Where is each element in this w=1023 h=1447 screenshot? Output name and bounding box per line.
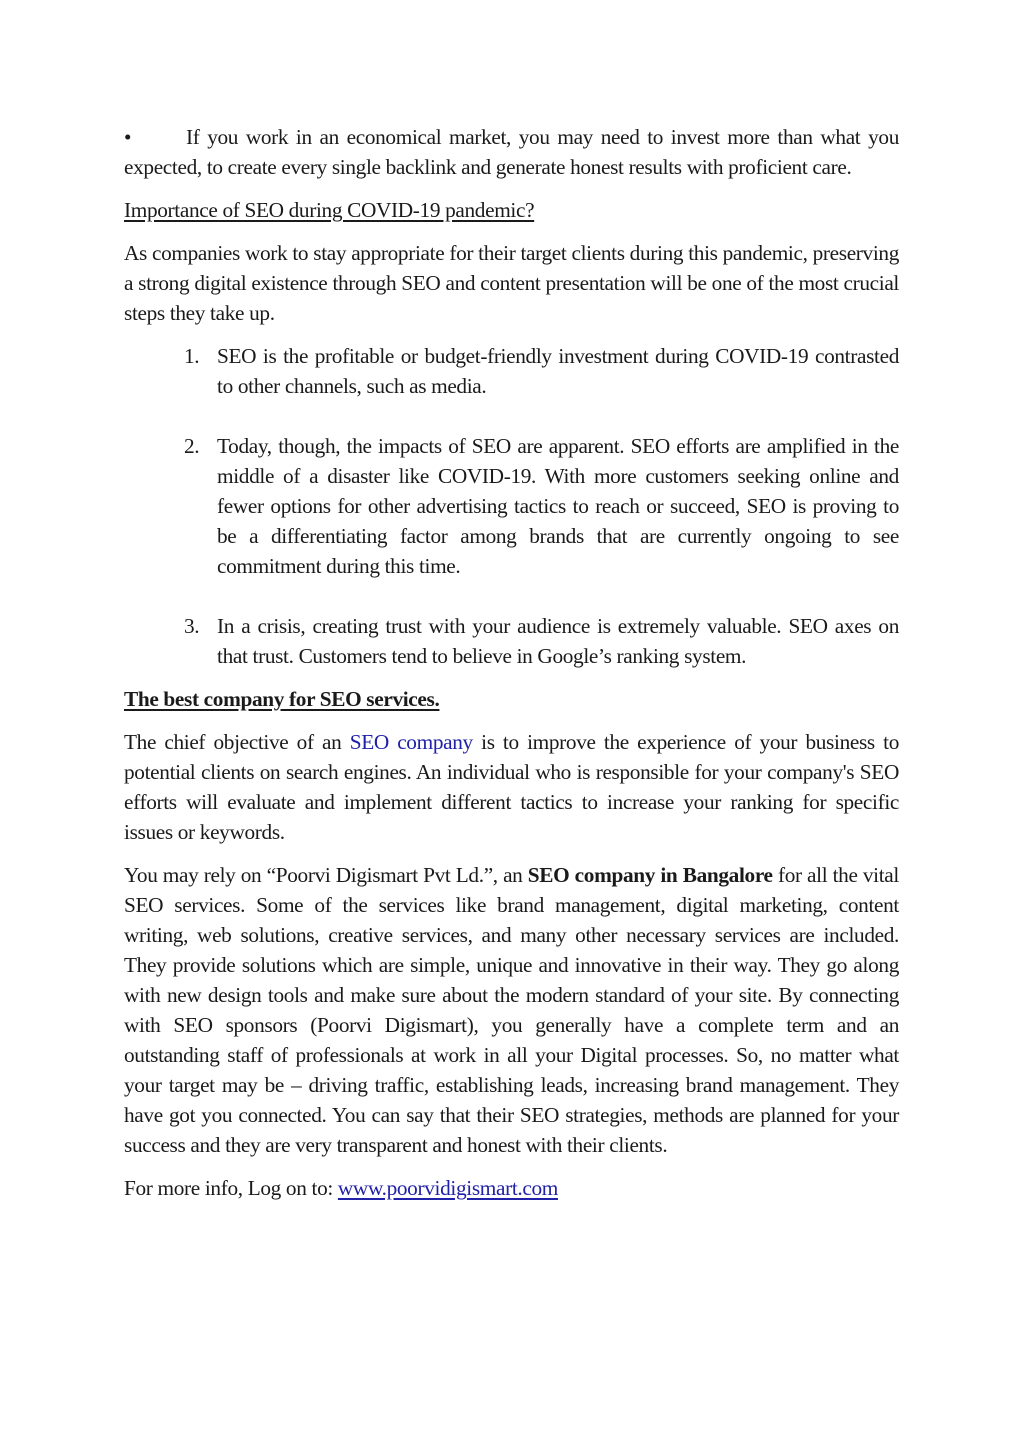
paragraph-text: You may rely on “Poorvi Digismart Pvt Ld.”, an [124, 863, 528, 887]
numbered-list [124, 341, 899, 671]
paragraph-text: The chief objective of an [124, 730, 350, 754]
bullet-paragraph [124, 122, 899, 182]
list-item [124, 431, 899, 581]
list-item-text: Today, though, the impacts of SEO are apparent. SEO efforts are amplified in the middle of a disaster like COVID-19. With more customers seeking online and fewer options for other advertising tactics to reach or succeed, SEO is proving to be a differentiating factor among brands that are currently ongoing to see commitment during this time. [217, 434, 899, 578]
list-item-text: SEO is the profitable or budget-friendly investment during COVID-19 contrasted to other channels, such as media. [217, 344, 899, 398]
list-item-number: 3. [184, 614, 200, 638]
paragraph-text: for all the vital SEO services. Some of the services like brand management, digital marketing, content writing, web solutions, creative services, and many other necessary services are included. They provide solutions which are simple, unique and innovative in their way. They go along with new design tools and make sure about the modern standard of your site. By connecting with SEO sponsors (Poorvi Digismart), you generally have a complete term and an outstanding staff of professionals at work in all your Digital processes. So, no matter what your target may be – driving traffic, establishing leads, increasing brand management. They have got you connected. You can say that their SEO strategies, methods are planned for your success and they are very transparent and honest with their clients. [124, 863, 899, 1157]
bullet-paragraph-text: If you work in an economical market, you may need to invest more than what you expected, to create every single backlink and generate honest results with proficient care. [124, 125, 899, 179]
list-item-number: 2. [184, 434, 200, 458]
footer-info-line [124, 1173, 899, 1203]
seo-company-link[interactable]: SEO company [349, 730, 473, 754]
poorvi-digismart-paragraph [124, 860, 899, 1160]
list-item [124, 611, 899, 671]
website-link[interactable]: www.poorvidigismart.com [337, 1176, 558, 1200]
bold-keyword: SEO company in Bangalore [527, 863, 773, 887]
section-intro-paragraph: As companies work to stay appropriate for their target clients during this pandemic, preserving a strong digital existence through SEO and content presentation will be one of the most crucial steps they take up. [124, 241, 899, 325]
section-heading-covid: Importance of SEO during COVID-19 pandemic? [124, 198, 535, 222]
list-item-number: 1. [184, 344, 200, 368]
bullet-icon: • [124, 125, 132, 149]
section-heading-best-company: The best company for SEO services. [124, 687, 440, 711]
list-item-text: In a crisis, creating trust with your audience is extremely valuable. SEO axes on that trust. Customers tend to believe in Google’s ranking system. [217, 614, 899, 668]
list-item [124, 341, 899, 401]
seo-company-paragraph [124, 727, 899, 847]
footer-label: For more info, Log on to: [124, 1176, 338, 1200]
document-page [124, 122, 899, 1203]
paragraph-text: is to improve the experience of your business to potential clients on search engines. An individual who is responsible for your company's SEO efforts will evaluate and implement different tactics to increase your ranking for specific issues or keywords. [124, 730, 900, 844]
